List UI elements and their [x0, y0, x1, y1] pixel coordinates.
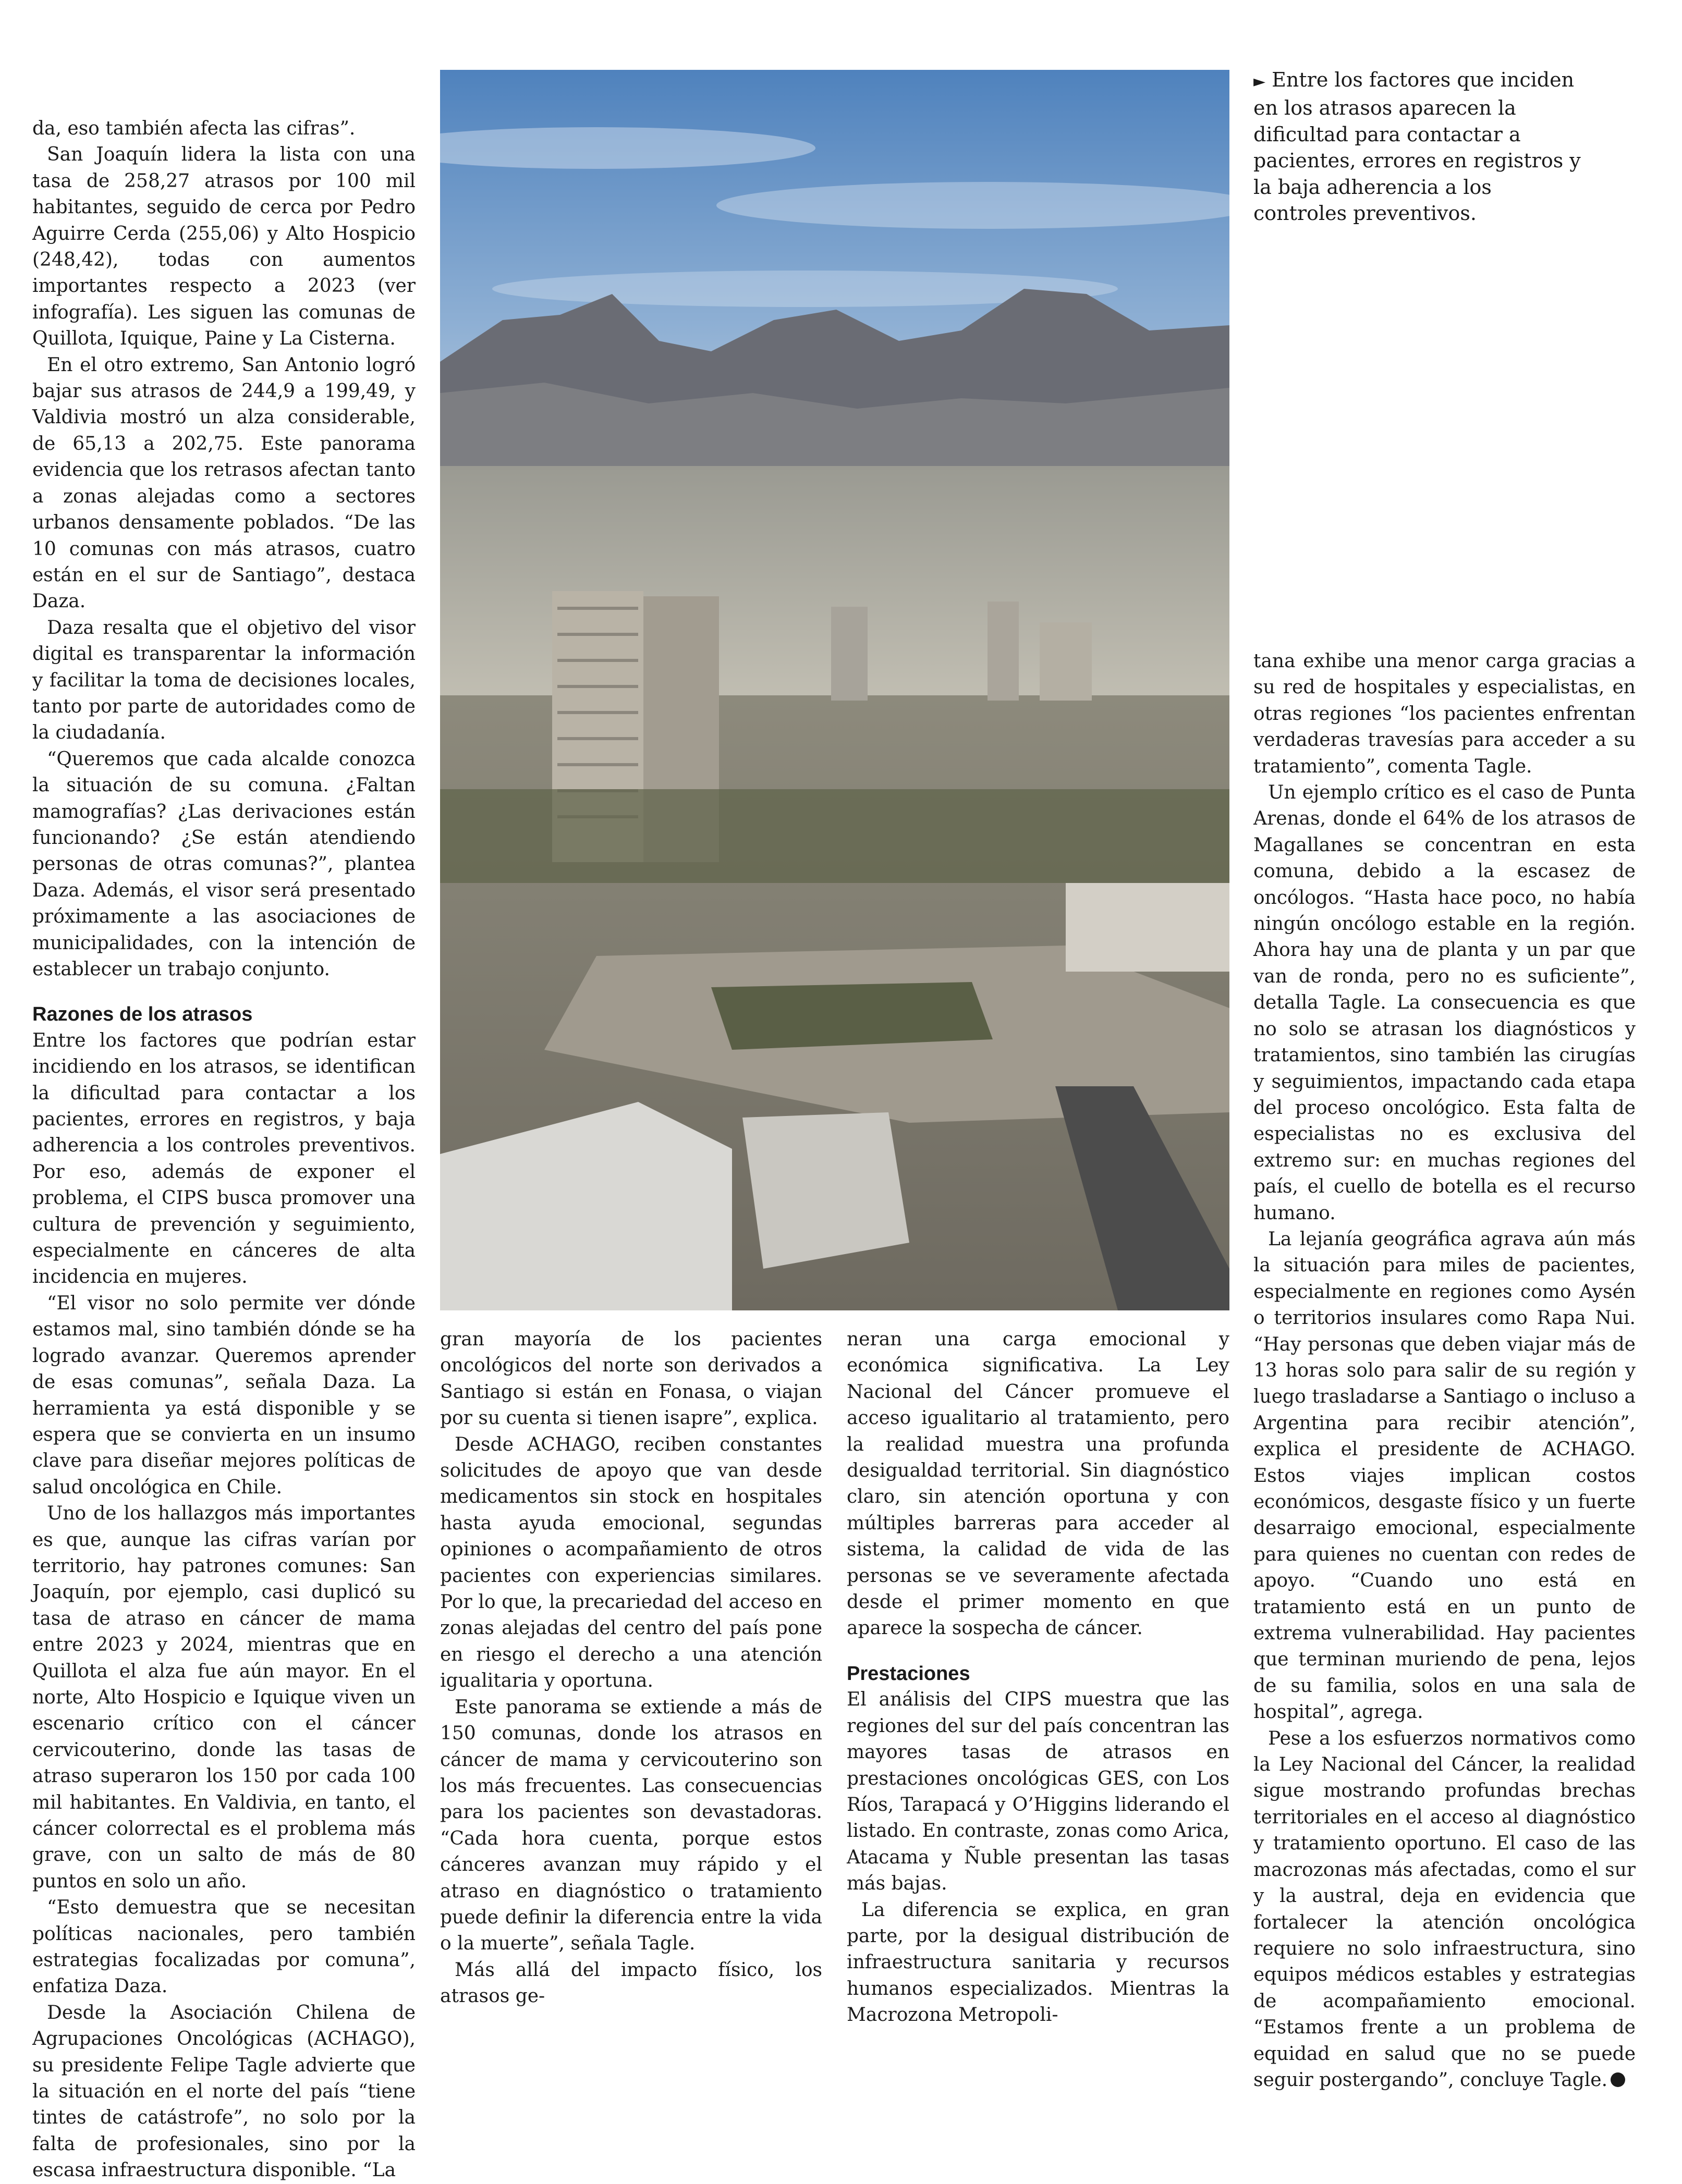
paragraph: Daza resalta que el objetivo del visor digital es transparentar la información y facilitar la toma de decisiones locales, tanto por parte de autoridades como de la ciudadanía.	[32, 617, 416, 744]
paragraph-text: Pese a los esfuerzos normativos como la Ley Nacional del Cáncer, la realidad sigue mostrando profundas brechas territoriales en el acceso al diagnóstico y tratamiento oportuno. El caso de las macrozonas más afectadas, como el sur y la austral, deja en evidencia que fortalecer la atención oncológica requiere no solo infraestructura, sino equipos médicos estables y estrategias de acompañamiento emocional. “Estamos frente a un problema de equidad en salud que no se puede seguir postergando”, concluye Tagle.	[1253, 1727, 1636, 2091]
city-photo-illustration	[440, 70, 1229, 1310]
paragraph: “El visor no solo permite ver dónde estamos mal, sino también dónde se ha logrado avanzar. Queremos aprender de esas comunas”, señala Daza. La herramienta ya está disponible y se espera que se convierta en un insumo clave para diseñar mejores políticas de salud oncológica en Chile.	[32, 1292, 416, 1498]
pull-quote	[1253, 67, 1587, 226]
section-heading: Prestaciones	[847, 1662, 970, 1685]
paragraph: Entre los factores que podrían estar incidiendo en los atrasos, se identifican la dificultad para contactar a los pacientes, errores en registros, y baja adherencia a los controles preventivos. Por eso, además de exponer el problema, el CIPS busca promover una cultura de prevención y seguimiento, especialmente en cánceres de alta incidencia en mujeres.	[32, 1029, 416, 1288]
paragraph: Este panorama se extiende a más de 150 comunas, donde los atrasos en cáncer de mama y cervicouterino son los más frecuentes. Las consecuencias para los pacientes son devastadoras. “Cada hora cuenta, porque estos cánceres avanzan muy rápido y el atraso en diagnóstico o tratamiento puede definir la diferencia entre la vida o la muerte”, señala Tagle.	[440, 1696, 822, 1955]
article-column-2	[440, 1327, 822, 2010]
paragraph: “Esto demuestra que se necesitan políticas nacionales, pero también estrategias focalizadas por comuna”, enfatiza Daza.	[32, 1897, 416, 1997]
article-column-3	[847, 1327, 1229, 2029]
paragraph-last	[1253, 1726, 1636, 2094]
paragraph: tana exhibe una menor carga gracias a su red de hospitales y especialistas, en otras regiones “los pacientes enfrentan verdaderas travesías para acceder a su tratamiento”, comenta Tagle.	[1253, 651, 1636, 777]
paragraph: San Joaquín lidera la lista con una tasa de 258,27 atrasos por 100 mil habitantes, seguido de cerca por Pedro Aguirre Cerda (255,06) y Alto Hospicio (248,42), todas con aumentos importantes respecto a 2023 (ver infografía). Les siguen las comunas de Quillota, Iquique, Paine y La Cisterna.	[32, 144, 416, 350]
paragraph: La lejanía geográfica agrava aún más la situación para miles de pacientes, especialmente en regiones como Aysén o territorios insulares como Rapa Nui. “Hay personas que deben viajar más de 13 horas solo para salir de su región y luego trasladarse a Santiago o incluso a Argentina para recibir atención”, explica el presidente de ACHAGO. Estos viajes implican costos económicos, desgaste físico y un fuerte desarraigo emocional, especialmente para quienes no cuentan con redes de apoyo. “Cuando uno está en tratamiento está en un punto de extrema vulnerabilidad. Hay pacientes que terminan muriendo de pena, lejos de su familia, solos en una sala de hospital”, agrega.	[1253, 1228, 1636, 1723]
article-column-1	[32, 116, 416, 2184]
article-column-4	[1253, 648, 1636, 2093]
section-heading: Razones de los atrasos	[32, 1003, 253, 1026]
end-mark-icon	[1611, 2072, 1625, 2087]
paragraph: gran mayoría de los pacientes oncológicos del norte son derivados a Santiago si están en Fonasa, o viajan por su cuenta si tienen isapre”, explica.	[440, 1329, 822, 1429]
paragraph: “Queremos que cada alcalde conozca la situación de su comuna. ¿Faltan mamografías? ¿Las derivaciones están funcionando? ¿Se están atendiendo personas de otras comunas?”, plantea Daza. Además, el visor será presentado próximamente a las asociaciones de municipalidades, con la intención de establecer un trabajo conjunto.	[32, 748, 416, 980]
paragraph: En el otro extremo, San Antonio logró bajar sus atrasos de 244,9 a 199,49, y Valdivia mostró un alza considerable, de 65,13 a 202,75. Este panorama evidencia que los retrasos afectan tanto a zonas alejadas como a sectores urbanos densamente poblados. “De las 10 comunas con más atrasos, cuatro están en el sur de Santiago”, destaca Daza.	[32, 354, 416, 612]
paragraph: Un ejemplo crítico es el caso de Punta Arenas, donde el 64% de los atrasos de Magallanes se concentran en esta comuna, debido a la escasez de oncólogos. “Hasta hace poco, no había ningún oncólogo estable en la región. Ahora hay una de planta y un par que van de ronda, pero no es suficiente”, detalla Tagle. La consecuencia es que no solo se atrasan los diagnósticos y tratamientos, sino también las cirugías y seguimientos, impactando cada etapa del proceso oncológico. Esta falta de especialistas no es exclusiva del extremo sur: en muchas regiones del país, el cuello de botella es el recurso humano.	[1253, 782, 1636, 1224]
pull-quote-marker: ►	[1253, 72, 1266, 91]
article-photo	[440, 70, 1229, 1310]
paragraph: El análisis del CIPS muestra que las regiones del sur del país concentran las mayores tasas de atrasos en prestaciones oncológicas GES, con Los Ríos, Tarapacá y O’Higgins liderando el listado. En contraste, zonas como Arica, Atacama y Ñuble presentan las tasas más bajas.	[847, 1689, 1229, 1895]
paragraph: Desde la Asociación Chilena de Agrupaciones Oncológicas (ACHAGO), su presidente Felipe Tagle advierte que la situación en el norte del país “tiene tintes de catástrofe”, no solo por la falta de profesionales, sino por la escasa infraestructura disponible. “La	[32, 2002, 416, 2181]
paragraph: Desde ACHAGO, reciben constantes solicitudes de apoyo que van desde medicamentos sin stock en hospitales hasta ayuda emocional, segundas opiniones o acompañamiento de otros pacientes con experiencias similares. Por lo que, la precariedad del acceso en zonas alejadas del centro del país pone en riesgo el derecho a una atención igualitaria y oportuna.	[440, 1433, 822, 1692]
paragraph: Más allá del impacto físico, los atrasos ge-	[440, 1959, 822, 2007]
paragraph: da, eso también afecta las cifras”.	[32, 118, 356, 139]
pull-quote-text: Entre los factores que inciden en los atrasos aparecen la dificultad para contactar a pacientes, errores en registros y la baja adherencia a los controles preventivos.	[1253, 68, 1581, 225]
paragraph: La diferencia se explica, en gran parte, por la desigual distribución de infraestructura sanitaria y recursos humanos especializados. Mientras la Macrozona Metropoli-	[847, 1899, 1229, 2026]
paragraph: neran una carga emocional y económica significativa. La Ley Nacional del Cáncer promueve el acceso igualitario al tratamiento, pero la realidad muestra una profunda desigualdad territorial. Sin diagnóstico claro, sin atención oportuna y con múltiples barreras para acceder al sistema, la calidad de vida de las personas se ve severamente afectada desde el primer momento en que aparece la sospecha de cáncer.	[847, 1329, 1229, 1639]
paragraph: Uno de los hallazgos más importantes es que, aunque las cifras varían por territorio, hay patrones comunes: San Joaquín, por ejemplo, casi duplicó su tasa de atraso en cáncer de mama entre 2023 y 2024, mientras que en Quillota el alza fue aún mayor. En el norte, Alto Hospicio e Iquique viven un escenario crítico con el cáncer cervicouterino, donde las tasas de atraso superaron los 150 por cada 100 mil habitantes. En Valdivia, en tanto, el cáncer colorrectal es el problema más grave, con un salto de más de 80 puntos en solo un año.	[32, 1503, 416, 1892]
